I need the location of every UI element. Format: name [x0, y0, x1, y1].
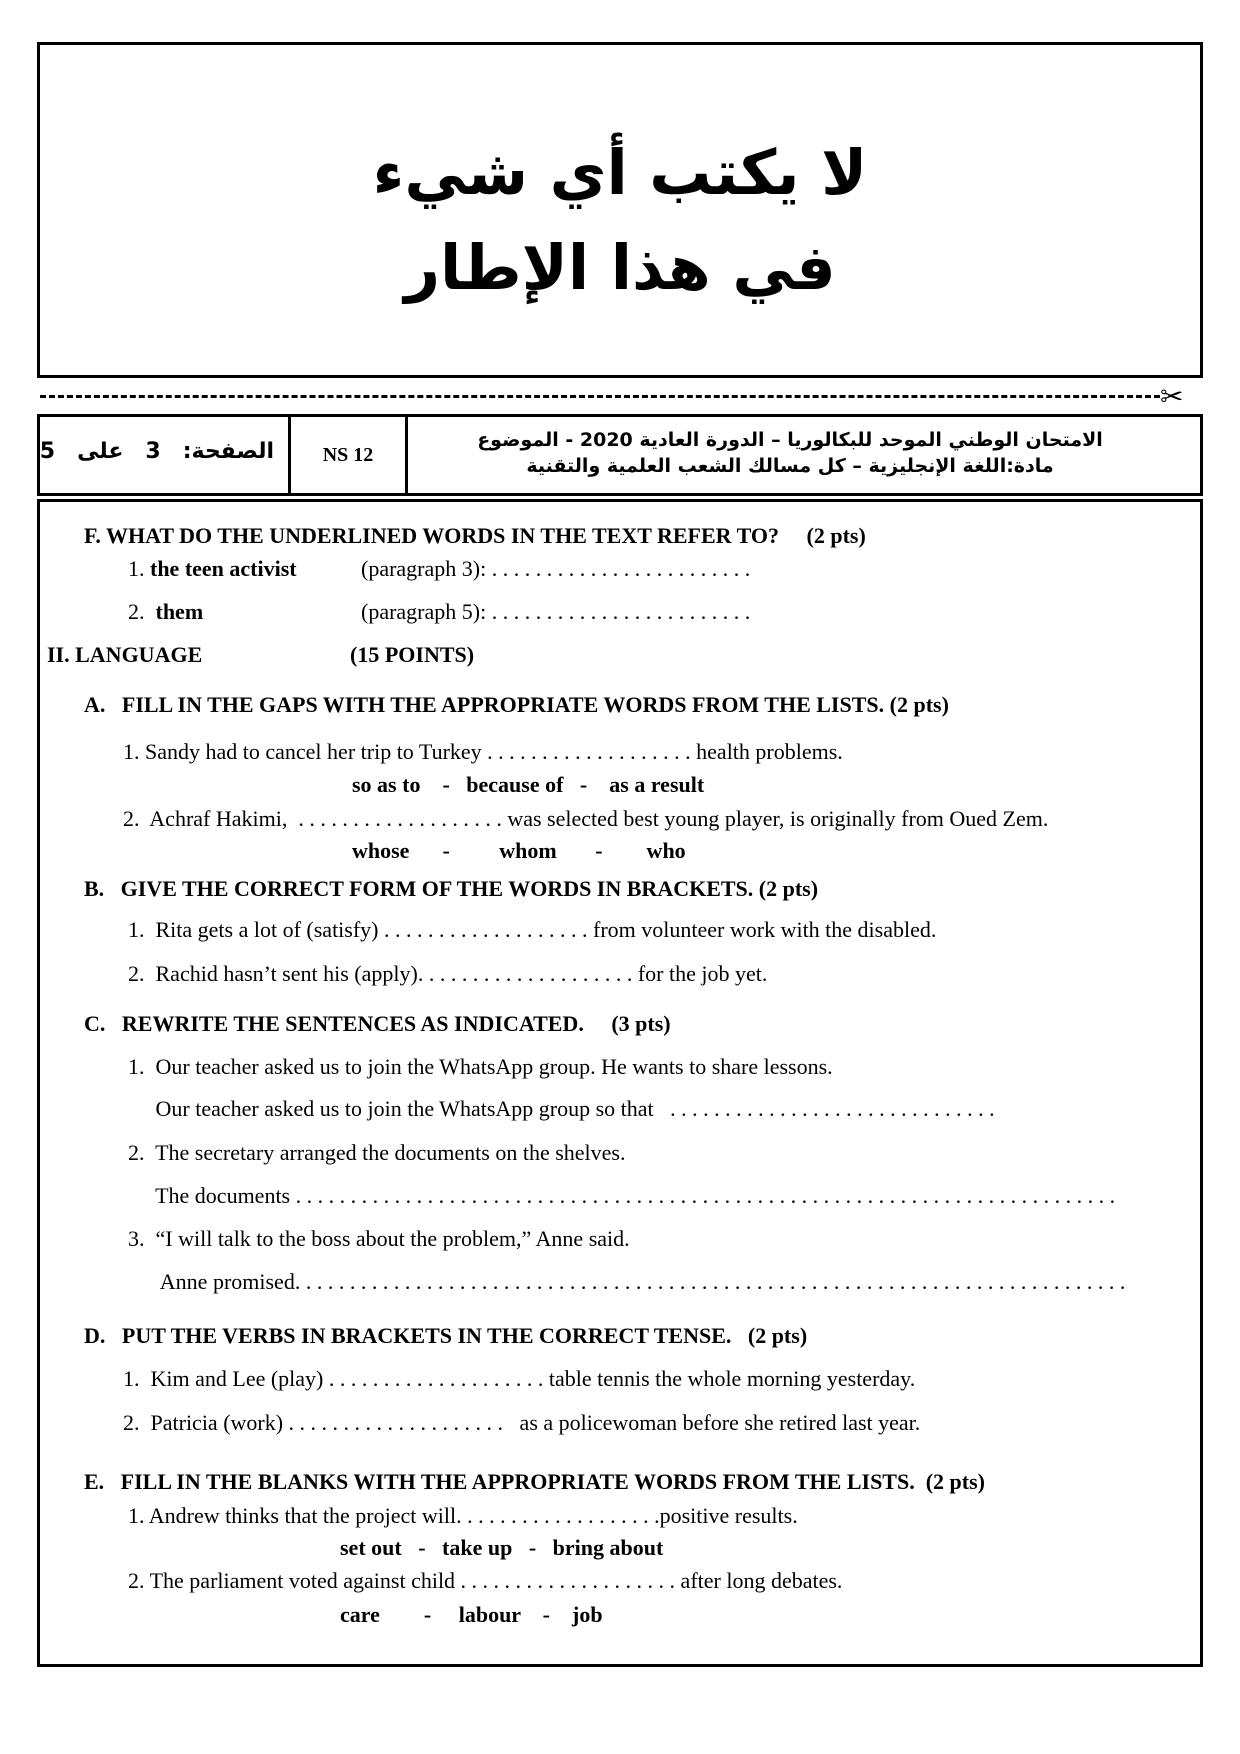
c-item-1: 1. Our teacher asked us to join the WhatsApp group. He wants to share lessons. — [128, 1054, 833, 1079]
do-not-write-line-1: لا يكتب أي شيء — [372, 136, 868, 209]
exam-title-line-2: مادة:اللغة الإنجليزية – كل مسالك الشعب العلمية والتقنية — [526, 455, 1054, 477]
b-item-2: 2. Rachid hasn’t sent his (apply). . . . . . . . . . . . . . . . . . . . for the job yet. — [128, 961, 768, 986]
do-not-write-line-2: في هذا الإطار — [404, 231, 836, 304]
e-item-1: 1. Andrew thinks that the project will. . . . . . . . . . . . . . . . . . .positive results. — [128, 1503, 798, 1528]
section-f-heading: F. WHAT DO THE UNDERLINED WORDS IN THE TEXT REFER TO? (2 pts) — [84, 523, 866, 548]
c-item-1-answer: Our teacher asked us to join the WhatsApp group so that . . . . . . . . . . . . . . . . . . . . . . . . . . . . . . — [128, 1096, 995, 1121]
scissors-icon: ✂ — [1160, 382, 1184, 413]
language-title: II. LANGUAGE — [47, 642, 203, 667]
section-b-heading: B. GIVE THE CORRECT FORM OF THE WORDS IN BRACKETS. (2 pts) — [84, 876, 819, 901]
a-item-2: 2. Achraf Hakimi, . . . . . . . . . . . . . . . . . . . was selected best young player, is originally from Oued Zem. — [123, 806, 1049, 831]
d-item-1: 1. Kim and Lee (play) . . . . . . . . . . . . . . . . . . . . table tennis the whole morning yesterday. — [123, 1366, 916, 1391]
page-number-cell — [40, 417, 291, 493]
a-options-2: whose - whom - who — [352, 838, 686, 863]
section-e-heading: E. FILL IN THE BLANKS WITH THE APPROPRIATE WORDS FROM THE LISTS. (2 pts) — [84, 1469, 985, 1494]
a-options-1: so as to - because of - as a result — [352, 772, 705, 797]
d-item-2: 2. Patricia (work) . . . . . . . . . . . . . . . . . . . . as a policewoman before she retired last year. — [123, 1410, 921, 1435]
section-d-heading: D. PUT THE VERBS IN BRACKETS IN THE CORRECT TENSE. (2 pts) — [84, 1323, 808, 1348]
c-item-3: 3. “I will talk to the boss about the problem,” Anne said. — [128, 1226, 630, 1251]
do-not-write-box — [37, 42, 1203, 378]
page-number: 3 — [145, 439, 161, 464]
f-item-1-answer: (paragraph 3): . . . . . . . . . . . . . . . . . . . . . . . . — [361, 556, 751, 581]
c-item-2: 2. The secretary arranged the documents on the shelves. — [128, 1140, 626, 1165]
e-item-2: 2. The parliament voted against child . . . . . . . . . . . . . . . . . . . . after long debates. — [128, 1568, 843, 1593]
cut-line — [40, 395, 1160, 398]
e-options-2: care - labour - job — [340, 1602, 603, 1627]
f-item-2-answer: (paragraph 5): . . . . . . . . . . . . . . . . . . . . . . . . — [361, 599, 751, 624]
b-item-1: 1. Rita gets a lot of (satisfy) . . . . . . . . . . . . . . . . . . . from volunteer work with the disabled. — [128, 917, 937, 942]
of-label: على — [77, 439, 124, 464]
do-not-write-text — [40, 125, 1200, 315]
exam-code: NS 12 — [291, 417, 408, 493]
e-options-1: set out - take up - bring about — [340, 1535, 664, 1560]
page-total: 5 — [39, 439, 56, 464]
c-item-2-answer: The documents . . . . . . . . . . . . . . . . . . . . . . . . . . . . . . . . . . . . . . . . . . . . . . . . . . . . . . . . . . . . . . . . . . . . . . . . . . . — [128, 1183, 1116, 1208]
a-item-1: 1. Sandy had to cancel her trip to Turkey . . . . . . . . . . . . . . . . . . . health problems. — [123, 739, 843, 764]
c-item-3-answer: Anne promised. . . . . . . . . . . . . . . . . . . . . . . . . . . . . . . . . . . . . . . . . . . . . . . . . . . . . . . . . . . . . . . . . . . . . . . . . . . . — [128, 1269, 1126, 1294]
exam-title — [410, 427, 1170, 479]
f-item-1: 1. the teen activist — [128, 556, 297, 581]
section-a-heading: A. FILL IN THE GAPS WITH THE APPROPRIATE WORDS FROM THE LISTS. (2 pts) — [84, 692, 949, 717]
exam-title-line-1: الامتحان الوطني الموحد للبكالوريا – الدورة العادية 2020 - الموضوع — [477, 429, 1103, 451]
page-label: الصفحة: — [182, 439, 274, 464]
section-c-heading: C. REWRITE THE SENTENCES AS INDICATED. (3 pts) — [84, 1011, 671, 1036]
language-points: (15 POINTS) — [350, 642, 475, 667]
exam-header — [37, 414, 1203, 496]
f-item-2: 2. them — [128, 599, 204, 624]
